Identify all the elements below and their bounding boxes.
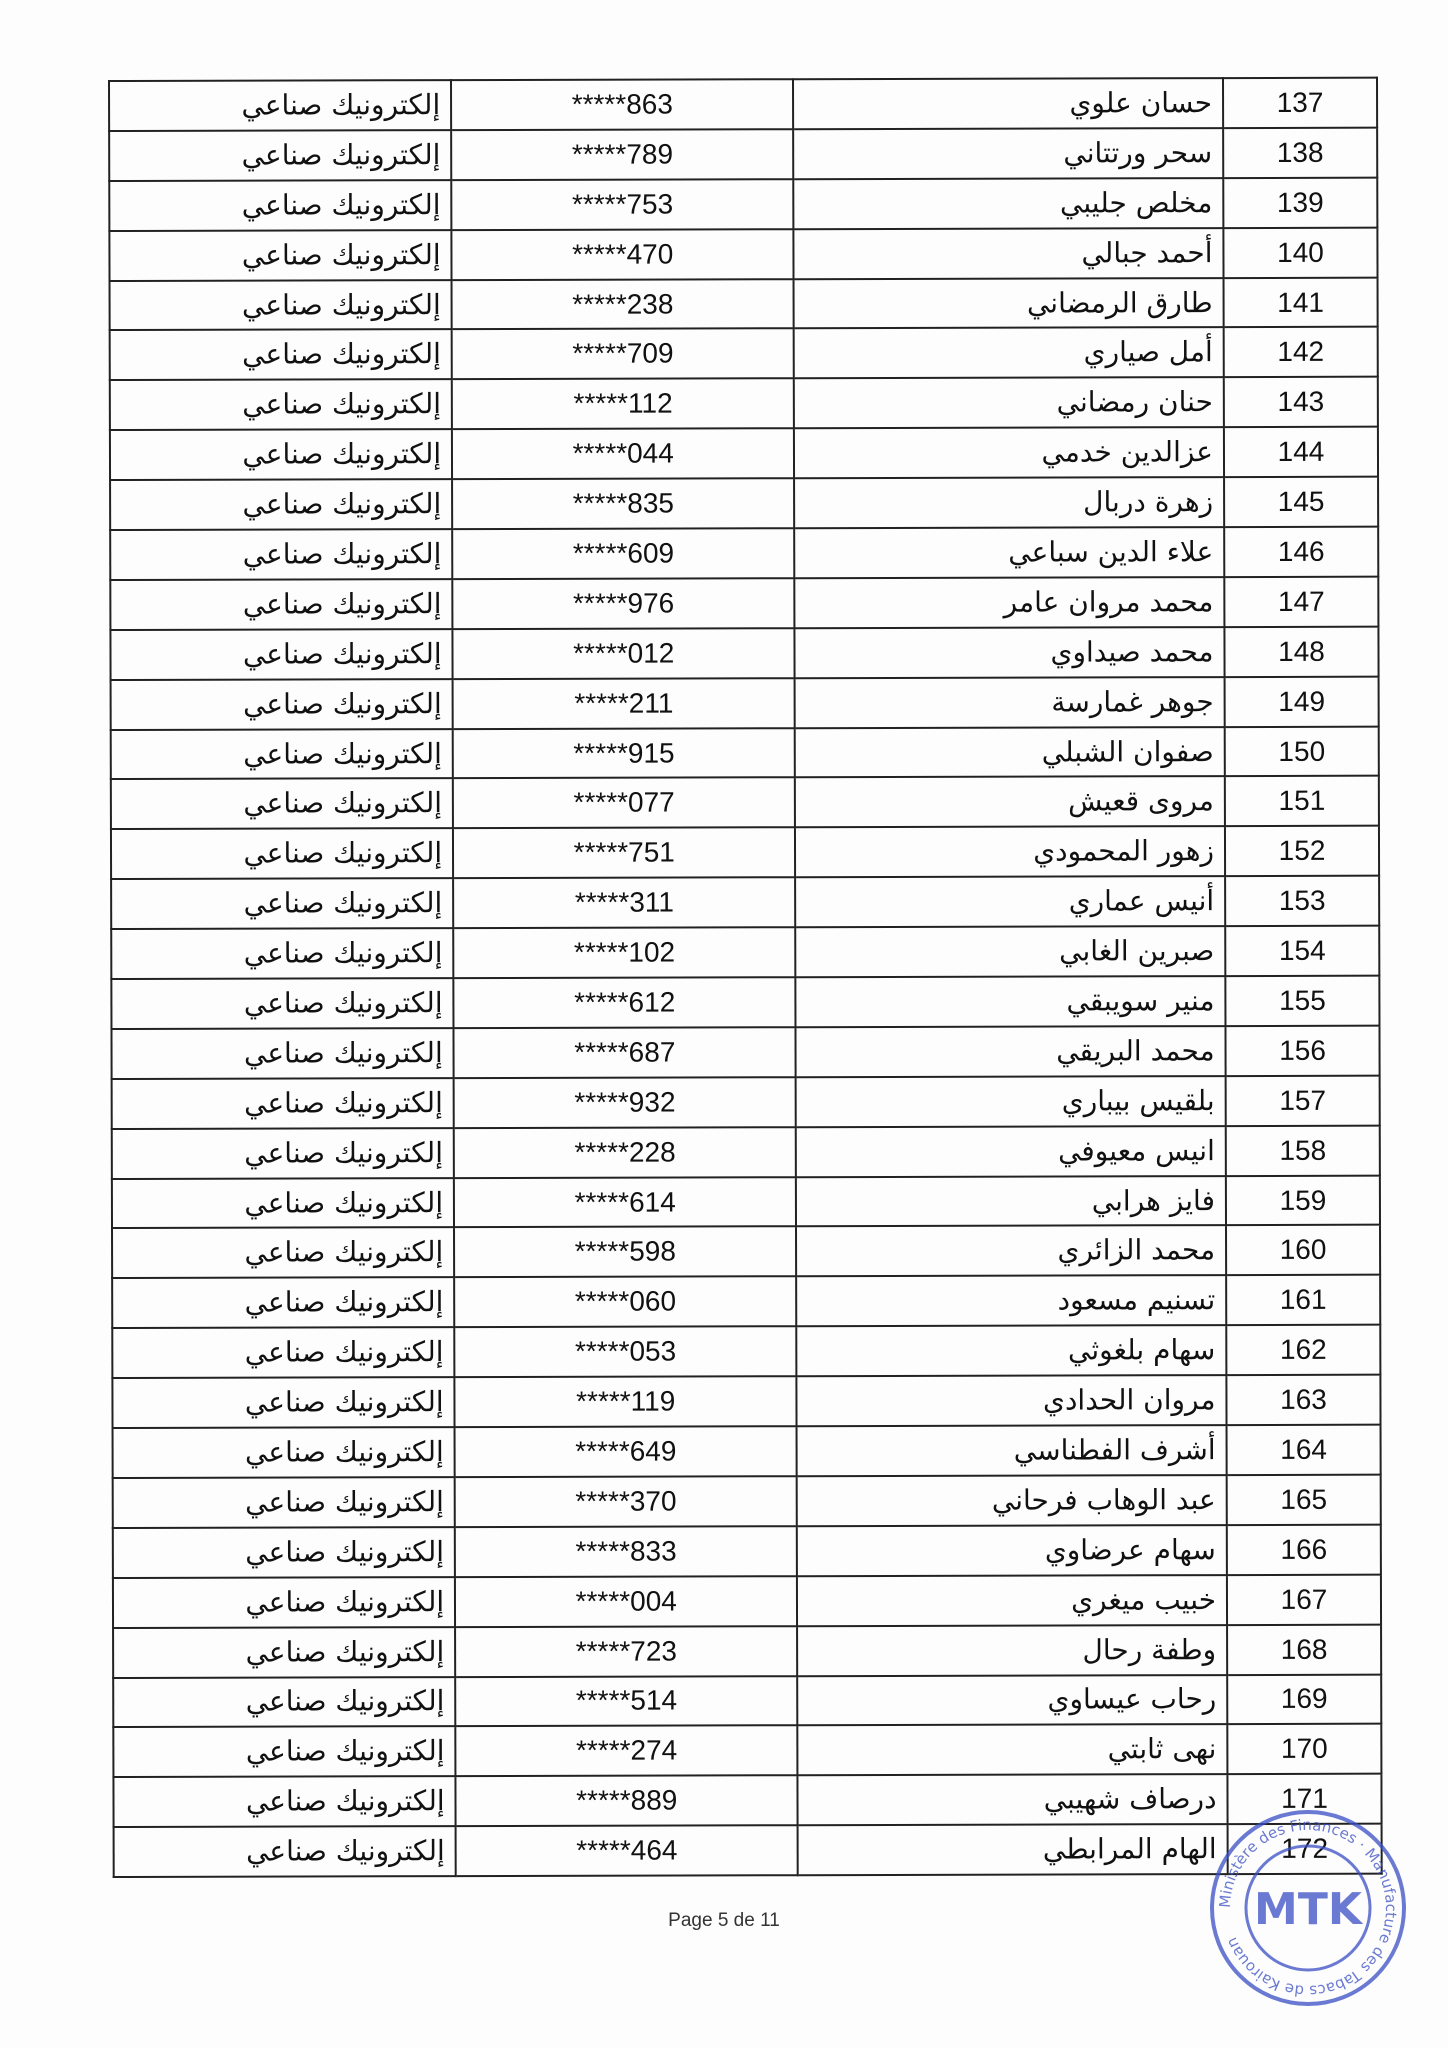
table-row <box>111 726 1379 779</box>
full-name-cell: تسنيم مسعود <box>796 1275 1226 1326</box>
stamp-outer-text: Ministère des Finances · Manufacture des Tabacs de Kairouan <box>1215 1815 1401 2001</box>
row-number-cell: 143 <box>1224 377 1378 427</box>
id-number-cell: *****598 <box>454 1227 796 1278</box>
id-number-cell: *****053 <box>454 1326 796 1377</box>
row-number-cell: 150 <box>1225 726 1379 776</box>
row-number-cell: 171 <box>1227 1774 1381 1824</box>
candidates-table-body <box>109 78 1382 1877</box>
table-row <box>112 1175 1380 1228</box>
full-name-cell: بلقيس بيباري <box>796 1076 1226 1127</box>
id-number-cell: *****609 <box>452 528 794 579</box>
specialty-cell: إلكترونيك صناعي <box>112 1128 454 1179</box>
table-row <box>110 577 1378 630</box>
page-number-label: Page 5 de 11 <box>668 1910 780 1931</box>
row-number-cell: 168 <box>1227 1624 1381 1674</box>
row-number-cell: 142 <box>1224 327 1378 377</box>
row-number-cell: 145 <box>1224 477 1378 527</box>
row-number-cell: 153 <box>1225 876 1379 926</box>
table-row <box>112 1275 1380 1328</box>
specialty-cell: إلكترونيك صناعي <box>109 230 451 281</box>
row-number-cell: 156 <box>1225 1026 1379 1076</box>
specialty-cell: إلكترونيك صناعي <box>111 978 453 1029</box>
full-name-cell: أشرف الفطناسي <box>797 1425 1227 1476</box>
specialty-cell: إلكترونيك صناعي <box>111 1028 453 1079</box>
row-number-cell: 159 <box>1226 1175 1380 1225</box>
specialty-cell: إلكترونيك صناعي <box>112 1377 454 1428</box>
table-row <box>109 177 1377 230</box>
row-number-cell: 140 <box>1223 227 1377 277</box>
full-name-cell: انيس معيوفي <box>796 1126 1226 1177</box>
specialty-cell: إلكترونيك صناعي <box>109 80 451 131</box>
specialty-cell: إلكترونيك صناعي <box>113 1726 455 1777</box>
table-row <box>110 277 1378 330</box>
id-number-cell: *****464 <box>456 1825 798 1876</box>
row-number-cell: 148 <box>1224 626 1378 676</box>
row-number-cell: 167 <box>1227 1574 1381 1624</box>
row-number-cell: 138 <box>1223 128 1377 178</box>
id-number-cell: *****976 <box>452 578 794 629</box>
full-name-cell: وطفة رحال <box>797 1625 1227 1676</box>
row-number-cell: 162 <box>1226 1325 1380 1375</box>
full-name-cell: رحاب عيساوي <box>797 1675 1227 1726</box>
specialty-cell: إلكترونيك صناعي <box>110 429 452 480</box>
specialty-cell: إلكترونيك صناعي <box>111 828 453 879</box>
specialty-cell: إلكترونيك صناعي <box>113 1627 455 1678</box>
id-number-cell: *****612 <box>454 977 796 1028</box>
id-number-cell: *****514 <box>455 1676 797 1727</box>
full-name-cell: فايز هرابي <box>796 1176 1226 1227</box>
specialty-cell: إلكترونيك صناعي <box>111 779 453 830</box>
full-name-cell: محمد مروان عامر <box>795 577 1225 628</box>
table-row <box>111 826 1379 879</box>
full-name-cell: خبيب ميغري <box>797 1575 1227 1626</box>
full-name-cell: حنان رمضاني <box>794 377 1224 428</box>
table-row <box>111 926 1379 979</box>
id-number-cell: *****723 <box>455 1626 797 1677</box>
specialty-cell: إلكترونيك صناعي <box>113 1677 455 1728</box>
id-number-cell: *****119 <box>455 1376 797 1427</box>
id-number-cell: *****211 <box>453 678 795 729</box>
row-number-cell: 161 <box>1226 1275 1380 1325</box>
specialty-cell: إلكترونيك صناعي <box>110 629 452 680</box>
id-number-cell: *****004 <box>455 1576 797 1627</box>
id-number-cell: *****370 <box>455 1476 797 1527</box>
full-name-cell: نهى ثابتي <box>798 1724 1228 1775</box>
full-name-cell: مخلص جليبي <box>794 178 1224 229</box>
table-row <box>110 527 1378 580</box>
table-row <box>113 1475 1381 1528</box>
full-name-cell: صفوان الشبلي <box>795 727 1225 778</box>
id-number-cell: *****012 <box>453 628 795 679</box>
id-number-cell: *****077 <box>453 778 795 829</box>
full-name-cell: جوهر غمارسة <box>795 677 1225 728</box>
specialty-cell: إلكترونيك صناعي <box>113 1776 455 1827</box>
row-number-cell: 147 <box>1224 577 1378 627</box>
row-number-cell: 172 <box>1228 1824 1382 1874</box>
table-row <box>109 78 1377 131</box>
table-row <box>110 377 1378 430</box>
table-row <box>110 427 1378 480</box>
row-number-cell: 169 <box>1227 1674 1381 1724</box>
specialty-cell: إلكترونيك صناعي <box>111 729 453 780</box>
full-name-cell: سهام بلغوثي <box>797 1325 1227 1376</box>
table-row <box>110 626 1378 679</box>
table-row <box>111 876 1379 929</box>
row-number-cell: 154 <box>1225 926 1379 976</box>
specialty-cell: إلكترونيك صناعي <box>113 1527 455 1578</box>
row-number-cell: 157 <box>1226 1075 1380 1125</box>
id-number-cell: *****835 <box>452 478 794 529</box>
id-number-cell: *****687 <box>454 1027 796 1078</box>
specialty-cell: إلكترونيك صناعي <box>110 280 452 331</box>
id-number-cell: *****112 <box>452 379 794 430</box>
table-row <box>113 1525 1381 1578</box>
table-row <box>113 1624 1381 1677</box>
row-number-cell: 141 <box>1224 277 1378 327</box>
row-number-cell: 144 <box>1224 427 1378 477</box>
id-number-cell: *****311 <box>453 877 795 928</box>
table-row <box>111 776 1379 829</box>
id-number-cell: *****228 <box>454 1127 796 1178</box>
table-row <box>109 227 1377 280</box>
full-name-cell: أمل صياري <box>794 328 1224 379</box>
table-row <box>113 1425 1381 1478</box>
specialty-cell: إلكترونيك صناعي <box>112 1178 454 1229</box>
row-number-cell: 164 <box>1227 1425 1381 1475</box>
row-number-cell: 139 <box>1223 177 1377 227</box>
table-row <box>114 1824 1382 1877</box>
id-number-cell: *****044 <box>452 428 794 479</box>
id-number-cell: *****753 <box>451 179 793 230</box>
specialty-cell: إلكترونيك صناعي <box>112 1327 454 1378</box>
table-row <box>110 327 1378 380</box>
full-name-cell: أحمد جبالي <box>794 228 1224 279</box>
id-number-cell: *****102 <box>453 927 795 978</box>
table-row <box>111 976 1379 1029</box>
row-number-cell: 151 <box>1225 776 1379 826</box>
id-number-cell: *****932 <box>454 1077 796 1128</box>
full-name-cell: سهام عرضاوي <box>797 1525 1227 1576</box>
id-number-cell: *****614 <box>454 1177 796 1228</box>
full-name-cell: عزالدين خدمي <box>794 427 1224 478</box>
id-number-cell: *****238 <box>452 279 794 330</box>
full-name-cell: صبرين الغابي <box>796 926 1226 977</box>
row-number-cell: 166 <box>1227 1525 1381 1575</box>
specialty-cell: إلكترونيك صناعي <box>112 1078 454 1129</box>
full-name-cell: منير سويبقي <box>796 976 1226 1027</box>
specialty-cell: إلكترونيك صناعي <box>109 180 451 231</box>
full-name-cell: محمد صيداوي <box>795 627 1225 678</box>
row-number-cell: 152 <box>1225 826 1379 876</box>
row-number-cell: 155 <box>1225 976 1379 1026</box>
full-name-cell: علاء الدين سباعي <box>794 527 1224 578</box>
row-number-cell: 160 <box>1226 1225 1380 1275</box>
full-name-cell: حسان علوي <box>793 78 1223 129</box>
specialty-cell: إلكترونيك صناعي <box>110 330 452 381</box>
specialty-cell: إلكترونيك صناعي <box>110 379 452 430</box>
specialty-cell: إلكترونيك صناعي <box>111 878 453 929</box>
specialty-cell: إلكترونيك صناعي <box>111 679 453 730</box>
specialty-cell: إلكترونيك صناعي <box>113 1477 455 1528</box>
table-row <box>109 128 1377 181</box>
full-name-cell: مروان الحدادي <box>797 1375 1227 1426</box>
id-number-cell: *****863 <box>451 79 793 130</box>
table-row <box>113 1674 1381 1727</box>
table-row <box>113 1724 1381 1777</box>
row-number-cell: 137 <box>1223 78 1377 128</box>
id-number-cell: *****789 <box>451 129 793 180</box>
id-number-cell: *****060 <box>454 1277 796 1328</box>
full-name-cell: زهور المحمودي <box>795 826 1225 877</box>
full-name-cell: محمد الزائري <box>796 1226 1226 1277</box>
id-number-cell: *****470 <box>452 229 794 280</box>
full-name-cell: الهام المرابطي <box>798 1824 1228 1875</box>
stamp-logo-mtk: MTK <box>1254 1884 1362 1935</box>
row-number-cell: 158 <box>1226 1125 1380 1175</box>
id-number-cell: *****274 <box>455 1726 797 1777</box>
row-number-cell: 170 <box>1227 1724 1381 1774</box>
specialty-cell: إلكترونيك صناعي <box>110 479 452 530</box>
table-row <box>111 676 1379 729</box>
specialty-cell: إلكترونيك صناعي <box>110 579 452 630</box>
specialty-cell: إلكترونيك صناعي <box>109 130 451 181</box>
full-name-cell: أنيس عماري <box>795 876 1225 927</box>
row-number-cell: 165 <box>1227 1475 1381 1525</box>
full-name-cell: مروى قعيش <box>795 777 1225 828</box>
candidates-table <box>108 77 1383 1878</box>
specialty-cell: إلكترونيك صناعي <box>112 1228 454 1279</box>
row-number-cell: 163 <box>1226 1375 1380 1425</box>
id-number-cell: *****833 <box>455 1526 797 1577</box>
specialty-cell: إلكترونيك صناعي <box>111 928 453 979</box>
full-name-cell: محمد البريقي <box>796 1026 1226 1077</box>
row-number-cell: 146 <box>1224 527 1378 577</box>
full-name-cell: زهرة دربال <box>794 477 1224 528</box>
id-number-cell: *****649 <box>455 1426 797 1477</box>
table-row <box>113 1574 1381 1627</box>
specialty-cell: إلكترونيك صناعي <box>110 529 452 580</box>
specialty-cell: إلكترونيك صناعي <box>114 1826 456 1877</box>
specialty-cell: إلكترونيك صناعي <box>113 1427 455 1478</box>
full-name-cell: سحر ورتتاني <box>793 128 1223 179</box>
full-name-cell: طارق الرمضاني <box>794 278 1224 329</box>
table-row <box>112 1375 1380 1428</box>
row-number-cell: 149 <box>1225 676 1379 726</box>
specialty-cell: إلكترونيك صناعي <box>112 1277 454 1328</box>
specialty-cell: إلكترونيك صناعي <box>113 1577 455 1628</box>
table-row <box>112 1075 1380 1128</box>
table-row <box>113 1774 1381 1827</box>
full-name-cell: عبد الوهاب فرحاني <box>797 1475 1227 1526</box>
official-stamp <box>1208 1808 1408 2008</box>
table-row <box>110 477 1378 530</box>
table-row <box>111 1026 1379 1079</box>
table-row <box>112 1325 1380 1378</box>
id-number-cell: *****709 <box>452 329 794 380</box>
table-row <box>112 1125 1380 1178</box>
id-number-cell: *****915 <box>453 728 795 779</box>
table-row <box>112 1225 1380 1278</box>
id-number-cell: *****889 <box>456 1775 798 1826</box>
full-name-cell: درصاف شهيبي <box>798 1774 1228 1825</box>
id-number-cell: *****751 <box>453 828 795 879</box>
